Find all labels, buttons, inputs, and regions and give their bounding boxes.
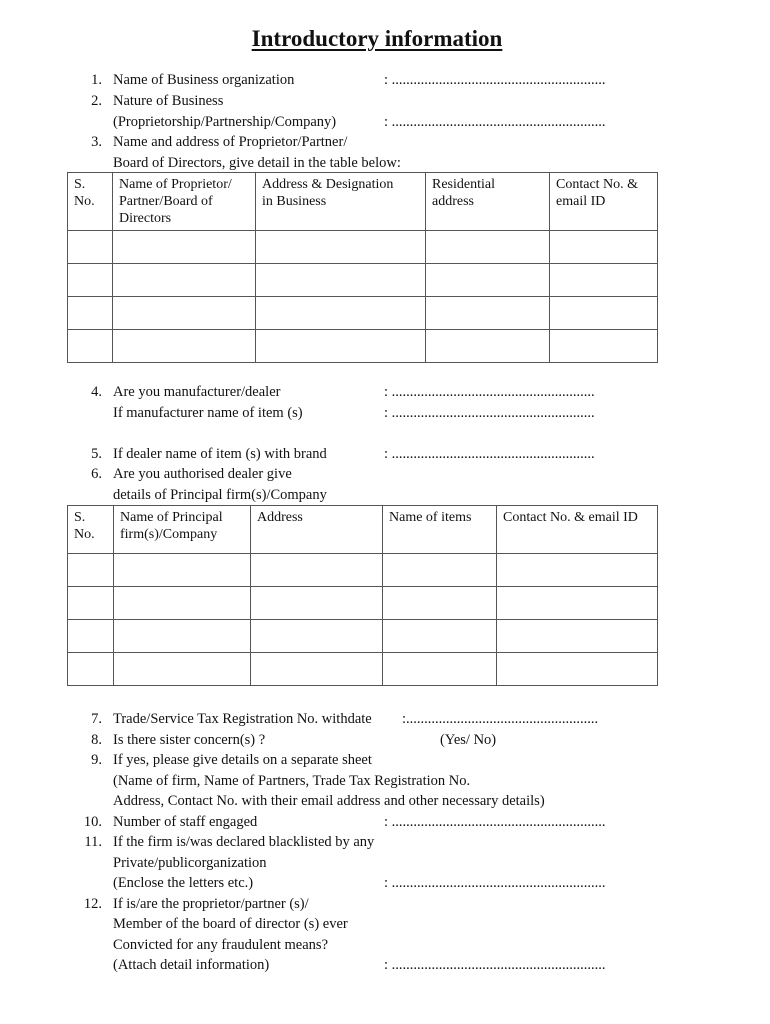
table-header-row xyxy=(68,506,658,554)
item-label: (Proprietorship/Partnership/Company) xyxy=(113,114,337,130)
item-label: If yes, please give details on a separate sheet xyxy=(113,752,372,768)
header-cell: Residential address xyxy=(426,173,550,231)
item-number: 12. xyxy=(83,896,102,912)
item-label: Trade/Service Tax Registration No. withdate xyxy=(113,711,372,727)
table-cell[interactable] xyxy=(114,653,251,686)
table-row[interactable] xyxy=(68,620,658,653)
header-cell: Address & Designation in Business xyxy=(256,173,426,231)
page-title: Introductory information xyxy=(251,26,503,51)
table-cell[interactable] xyxy=(113,330,256,363)
table-cell[interactable] xyxy=(68,620,114,653)
table-cell[interactable] xyxy=(256,330,426,363)
item-label: Member of the board of director (s) ever xyxy=(113,916,348,932)
fill-line[interactable]: : ........................................................... xyxy=(384,72,606,88)
table-cell[interactable] xyxy=(113,264,256,297)
item-label: If the firm is/was declared blacklisted by any xyxy=(113,834,375,850)
table-row[interactable] xyxy=(68,554,658,587)
fill-line[interactable]: : ........................................................... xyxy=(384,875,606,891)
item-number: 1. xyxy=(91,72,102,88)
item-number: 3. xyxy=(91,134,102,150)
table-cell[interactable] xyxy=(550,231,658,264)
table-cell[interactable] xyxy=(497,554,658,587)
fill-line[interactable]: : ........................................................ xyxy=(384,446,595,462)
item-label: details of Principal firm(s)/Company xyxy=(113,487,327,503)
header-cell: Contact No. & email ID xyxy=(497,506,658,554)
table-cell[interactable] xyxy=(497,587,658,620)
item-number: 2. xyxy=(91,93,102,109)
table-cell[interactable] xyxy=(251,653,383,686)
table-cell[interactable] xyxy=(114,554,251,587)
table-cell[interactable] xyxy=(68,330,113,363)
table-cell[interactable] xyxy=(251,554,383,587)
item-label: Address, Contact No. with their email address and other necessary details) xyxy=(113,793,545,809)
fill-line[interactable]: : ........................................................... xyxy=(384,114,606,130)
table-cell[interactable] xyxy=(68,653,114,686)
table-row[interactable] xyxy=(68,264,658,297)
principal-firm-table xyxy=(67,505,658,686)
item-label: Convicted for any fraudulent means? xyxy=(113,937,329,953)
header-cell: Name of Proprietor/ Partner/Board of Directors xyxy=(113,173,256,231)
fill-line[interactable]: : ........................................................ xyxy=(384,405,595,421)
table-cell[interactable] xyxy=(497,620,658,653)
proprietor-table xyxy=(67,172,658,363)
table-cell[interactable] xyxy=(114,587,251,620)
table-cell[interactable] xyxy=(426,330,550,363)
item-number: 7. xyxy=(91,711,102,727)
table-cell[interactable] xyxy=(426,297,550,330)
fill-line[interactable]: : ........................................................... xyxy=(384,814,606,830)
table-cell[interactable] xyxy=(113,231,256,264)
table-cell[interactable] xyxy=(113,297,256,330)
item-number: 9. xyxy=(91,752,102,768)
table-cell[interactable] xyxy=(383,620,497,653)
item-number: 5. xyxy=(91,446,102,462)
table-row[interactable] xyxy=(68,297,658,330)
table-cell[interactable] xyxy=(68,297,113,330)
table-cell[interactable] xyxy=(383,587,497,620)
item-label: Name and address of Proprietor/Partner/ xyxy=(113,134,348,150)
item-label: (Name of firm, Name of Partners, Trade Tax Registration No. xyxy=(113,773,471,789)
header-cell: Address xyxy=(251,506,383,554)
table-header-row xyxy=(68,173,658,231)
item-number: 6. xyxy=(91,466,102,482)
header-cell: Name of Principal firm(s)/Company xyxy=(114,506,251,554)
table-cell[interactable] xyxy=(256,231,426,264)
fill-line[interactable]: : ........................................................ xyxy=(384,384,595,400)
item-label: (Attach detail information) xyxy=(113,957,270,973)
item-label: (Enclose the letters etc.) xyxy=(113,875,254,891)
table-cell[interactable] xyxy=(383,653,497,686)
table-cell[interactable] xyxy=(251,587,383,620)
yes-no-choice[interactable]: (Yes/ No) xyxy=(440,732,497,748)
header-cell: Name of items xyxy=(383,506,497,554)
table-cell[interactable] xyxy=(68,231,113,264)
fill-line[interactable]: : ........................................................... xyxy=(384,957,606,973)
header-cell: S. No. xyxy=(68,506,114,554)
item-number: 4. xyxy=(91,384,102,400)
table-cell[interactable] xyxy=(497,653,658,686)
table-cell[interactable] xyxy=(550,264,658,297)
table-cell[interactable] xyxy=(426,264,550,297)
item-label: Number of staff engaged xyxy=(113,814,258,830)
item-label: Nature of Business xyxy=(113,93,224,109)
table-row[interactable] xyxy=(68,231,658,264)
table-row[interactable] xyxy=(68,330,658,363)
item-number: 8. xyxy=(91,732,102,748)
fill-line[interactable]: :..................................................... xyxy=(402,711,599,727)
table-cell[interactable] xyxy=(256,264,426,297)
table-cell[interactable] xyxy=(383,554,497,587)
item-label: Is there sister concern(s) ? xyxy=(113,732,266,748)
item-label: Board of Directors, give detail in the table below: xyxy=(113,155,401,171)
table-cell[interactable] xyxy=(68,587,114,620)
table-cell[interactable] xyxy=(550,297,658,330)
table-cell[interactable] xyxy=(68,264,113,297)
table-cell[interactable] xyxy=(426,231,550,264)
table-row[interactable] xyxy=(68,653,658,686)
header-cell: Contact No. & email ID xyxy=(550,173,658,231)
table-cell[interactable] xyxy=(114,620,251,653)
item-label: If is/are the proprietor/partner (s)/ xyxy=(113,896,309,912)
item-label: Private/publicorganization xyxy=(113,855,267,871)
table-row[interactable] xyxy=(68,587,658,620)
table-cell[interactable] xyxy=(68,554,114,587)
item-label: Are you manufacturer/dealer xyxy=(113,384,281,400)
item-label: Are you authorised dealer give xyxy=(113,466,292,482)
item-number: 10. xyxy=(83,814,102,830)
item-number: 11. xyxy=(84,834,102,850)
header-cell: S. No. xyxy=(68,173,113,231)
item-label: If manufacturer name of item (s) xyxy=(113,405,303,421)
table-cell[interactable] xyxy=(256,297,426,330)
item-label: If dealer name of item (s) with brand xyxy=(113,446,327,462)
table-cell[interactable] xyxy=(550,330,658,363)
item-label: Name of Business organization xyxy=(113,72,295,88)
table-cell[interactable] xyxy=(251,620,383,653)
